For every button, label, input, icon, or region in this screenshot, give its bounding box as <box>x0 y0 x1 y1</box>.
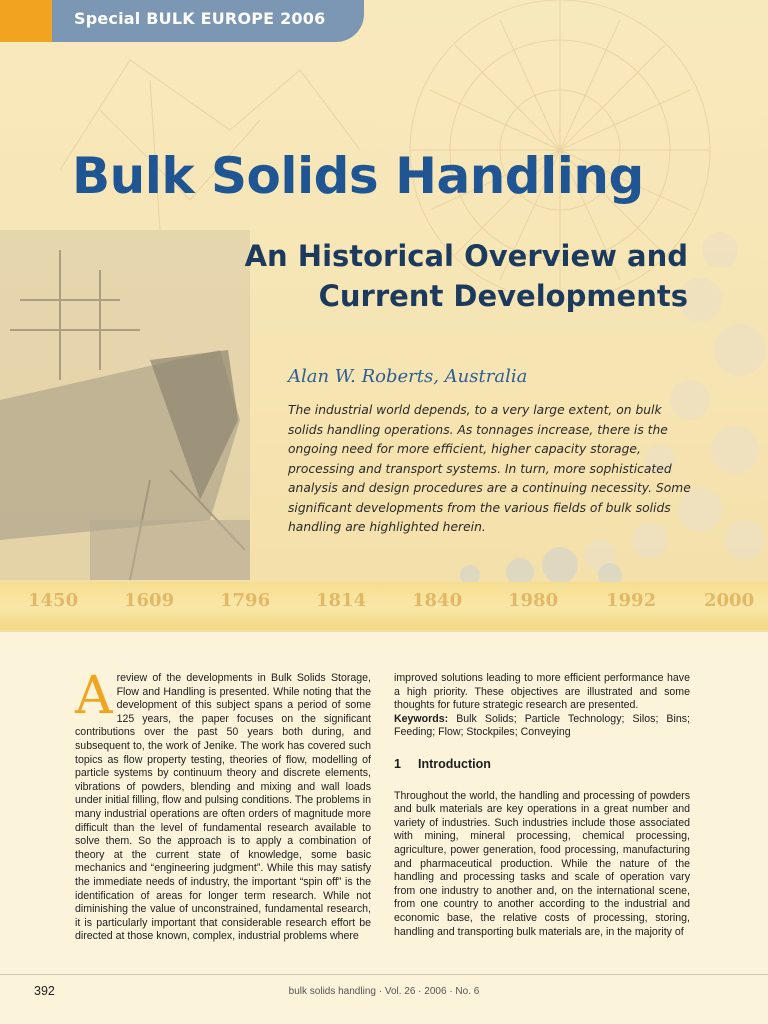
page-number: 392 <box>34 984 55 998</box>
timeline-year: 1609 <box>124 590 175 611</box>
body-column-right <box>394 672 690 939</box>
article-subtitle <box>128 236 688 316</box>
article-title: Bulk Solids Handling <box>72 147 644 205</box>
article-author: Alan W. Roberts, Australia <box>288 366 528 387</box>
timeline-year: 1992 <box>606 590 657 611</box>
timeline-year: 1814 <box>316 590 367 611</box>
journal-footer: bulk solids handling · Vol. 26 · 2006 · No. 6 <box>288 986 480 997</box>
section-paragraph: Throughout the world, the handling and processing of powders and bulk materials are key operations in a great number and variety of industries. Such industries include those associated with mining, mineral processing, chemical processing, agriculture, power generation, food processing, manufacturing and pharmaceutical production. While the nature of the handling and processing tasks and scale of operation vary from one industry to another and, on the international scene, from one country to another according to the industrial and economic base, the relative costs of processing, storing, handling and transporting bulk materials are, in the majority of <box>394 789 690 938</box>
timeline-strip <box>0 582 768 630</box>
section-title: Introduction <box>418 756 491 771</box>
section-label: Special BULK EUROPE 2006 <box>74 9 326 28</box>
timeline-year: 1796 <box>220 590 271 611</box>
subtitle-line-1: An Historical Overview and <box>244 239 688 273</box>
footer-rule <box>0 974 768 975</box>
section-tab <box>0 0 368 42</box>
section-number: 1 <box>394 756 401 771</box>
keywords <box>394 713 690 740</box>
tab-accent-block <box>0 0 52 42</box>
section-heading <box>394 758 690 772</box>
timeline-year: 1840 <box>412 590 463 611</box>
keywords-list: Bulk Solids; Particle Technology; Silos; Bins; Feeding; Flow; Stockpiles; Conveying <box>394 712 690 739</box>
timeline-year: 1450 <box>28 590 79 611</box>
article-abstract: The industrial world depends, to a very large extent, on bulk solids handling operations. As tonnages increase, there is the ongoing need for more efficient, higher capacity storage, processing and transport systems. In turn, more sophisticated analysis and design procedures are a continuing necessity. Some significant developments from the various fields of bulk solids handling are highlighted herein. <box>288 403 691 534</box>
intro-paragraph-continued: improved solutions leading to more efficient performance have a high priority. These objectives are illustrated and some thoughts for future strategic research are presented. <box>394 672 690 712</box>
intro-paragraph: review of the developments in Bulk Solids Storage, Flow and Handling is presented. While noting that the development of this subject spans a period of some 125 years, the paper focuses on the significant contributions over the past 50 years both during, and subsequent to, the work of Jenike. The work has covered such topics as flow property testing, theories of flow, modelling of particle systems by continuum theory and discrete elements, vibrations of powders, blending and mixing and wall loads under initial filling, flow and pulsing conditions. The problems in many industrial operations are often orders of magnitude more difficult than the level of fundamental research available to solve them. So the approach is to apply a combination of theory at the current state of knowledge, some basic mechanics and “engineering judgment”. While this may satisfy the immediate needs of industry, the important “spin off” is the identification of areas for longer term research. While not diminishing the value of unconstrained, fundamental research, it is particularly important that considerable research effort be directed at those known, complex, industrial problems where <box>75 672 371 943</box>
timeline-year: 1980 <box>508 590 559 611</box>
timeline-year: 2000 <box>704 590 755 611</box>
subtitle-line-2: Current Developments <box>318 279 688 313</box>
body-column-left <box>75 666 371 944</box>
keywords-label: Keywords: <box>394 712 449 725</box>
drop-cap: A <box>75 666 113 726</box>
